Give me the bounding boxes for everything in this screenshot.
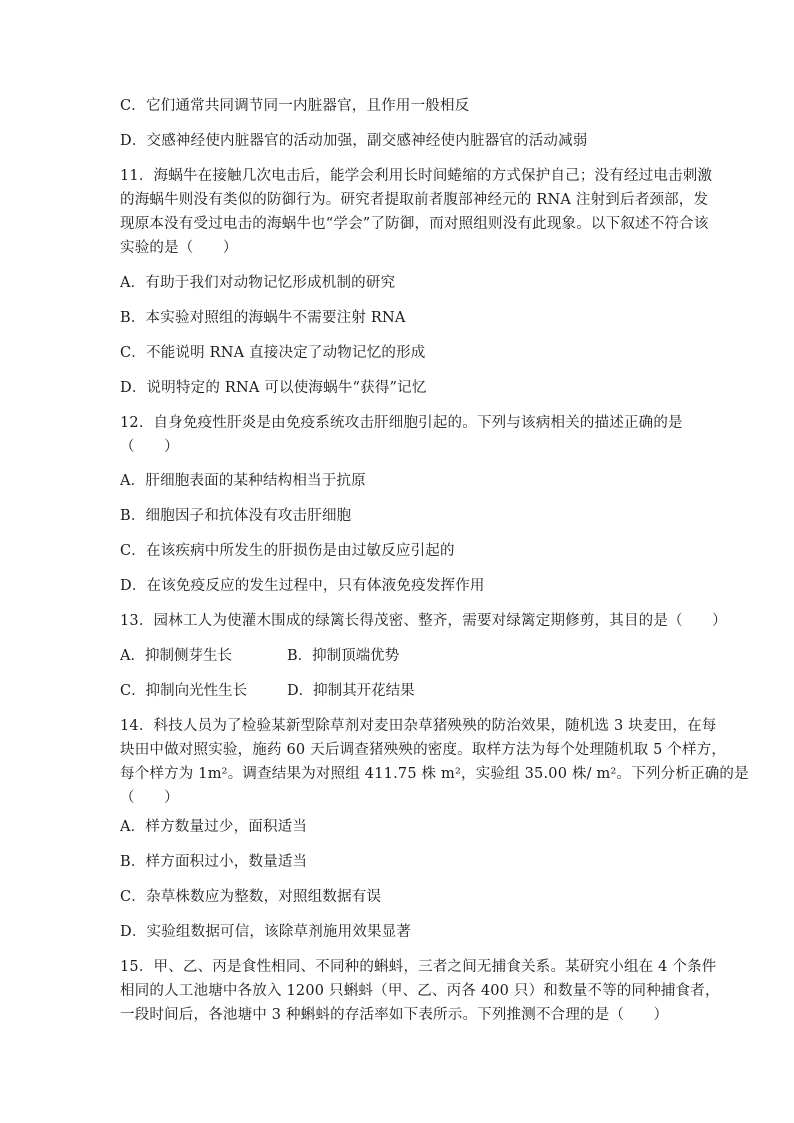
q14-stem-line-3: 每个样方为 1m²。调查结果为对照组 411.75 株 m²，实验组 35.00 株/ m²。下列分析正确的是 [120, 766, 749, 782]
q10-option-d: D．交感神经使内脏器官的活动加强，副交感神经使内脏器官的活动减弱 [120, 133, 588, 149]
q12-option-b: B．细胞因子和抗体没有攻击肝细胞 [120, 508, 352, 524]
q13-option-d: D．抑制其开花结果 [287, 683, 415, 699]
q11-option-d: D．说明特定的 RNA 可以使海蜗牛“获得”记忆 [120, 380, 427, 396]
q14-option-a: A．样方数量过少，面积适当 [120, 819, 308, 835]
q11-stem-line-1: 11．海蜗牛在接触几次电击后，能学会利用长时间蜷缩的方式保护自己；没有经过电击刺激 [120, 168, 713, 184]
q13-stem: 13．园林工人为使灌木围成的绿篱长得茂密、整齐，需要对绿篱定期修剪，其目的是（ ） [120, 613, 727, 629]
q12-stem-line-2: （ ） [120, 439, 179, 455]
q14-stem-line-4: （ ） [120, 790, 179, 806]
q14-option-b: B．样方面积过小，数量适当 [120, 854, 308, 870]
q11-stem-line-4: 实验的是（ ） [120, 240, 238, 256]
q11-option-a: A．有助于我们对动物记忆形成机制的研究 [120, 275, 396, 291]
q10-option-c: C．它们通常共同调节同一内脏器官，且作用一般相反 [120, 98, 470, 114]
q14-stem-line-2: 块田中做对照实验，施药 60 天后调查猪殃殃的密度。取样方法为每个处理随机取 5 个样方， [120, 742, 727, 758]
q12-option-c: C．在该疾病中所发生的肝损伤是由过敏反应引起的 [120, 543, 455, 559]
q12-option-d: D．在该免疫反应的发生过程中，只有体液免疫发挥作用 [120, 578, 485, 594]
q13-option-c: C．抑制向光性生长 [120, 683, 248, 699]
q12-option-a: A．肝细胞表面的某种结构相当于抗原 [120, 473, 366, 489]
q12-stem-line-1: 12．自身免疫性肝炎是由免疫系统攻击肝细胞引起的。下列与该病相关的描述正确的是 [120, 415, 683, 431]
q13-option-a: A．抑制侧芽生长 [120, 648, 232, 664]
q13-option-b: B．抑制顶端优势 [287, 648, 400, 664]
q14-stem-line-1: 14．科技人员为了检验某新型除草剂对麦田杂草猪殃殃的防治效果，随机选 3 块麦田，在每 [120, 718, 717, 734]
q11-option-c: C．不能说明 RNA 直接决定了动物记忆的形成 [120, 345, 426, 361]
q15-stem-line-2: 相同的人工池塘中各放入 1200 只蝌蚪（甲、乙、丙各 400 只）和数量不等的同种捕食者， [120, 983, 720, 999]
q11-stem-line-2: 的海蜗牛则没有类似的防御行为。研究者提取前者腹部神经元的 RNA 注射到后者颈部，发 [120, 192, 709, 208]
q15-stem-line-3: 一段时间后，各池塘中 3 种蝌蚪的存活率如下表所示。下列推测不合理的是（ ） [120, 1007, 669, 1023]
q15-stem-line-1: 15．甲、乙、丙是食性相同、不同种的蝌蚪，三者之间无捕食关系。某研究小组在 4 个条件 [120, 959, 717, 975]
q14-option-d: D．实验组数据可信，该除草剂施用效果显著 [120, 924, 412, 940]
q11-option-b: B．本实验对照组的海蜗牛不需要注射 RNA [120, 310, 406, 326]
q11-stem-line-3: 现原本没有受过电击的海蜗牛也“学会”了防御，而对照组则没有此现象。以下叙述不符合该 [120, 216, 709, 232]
q14-option-c: C．杂草株数应为整数，对照组数据有误 [120, 889, 382, 905]
